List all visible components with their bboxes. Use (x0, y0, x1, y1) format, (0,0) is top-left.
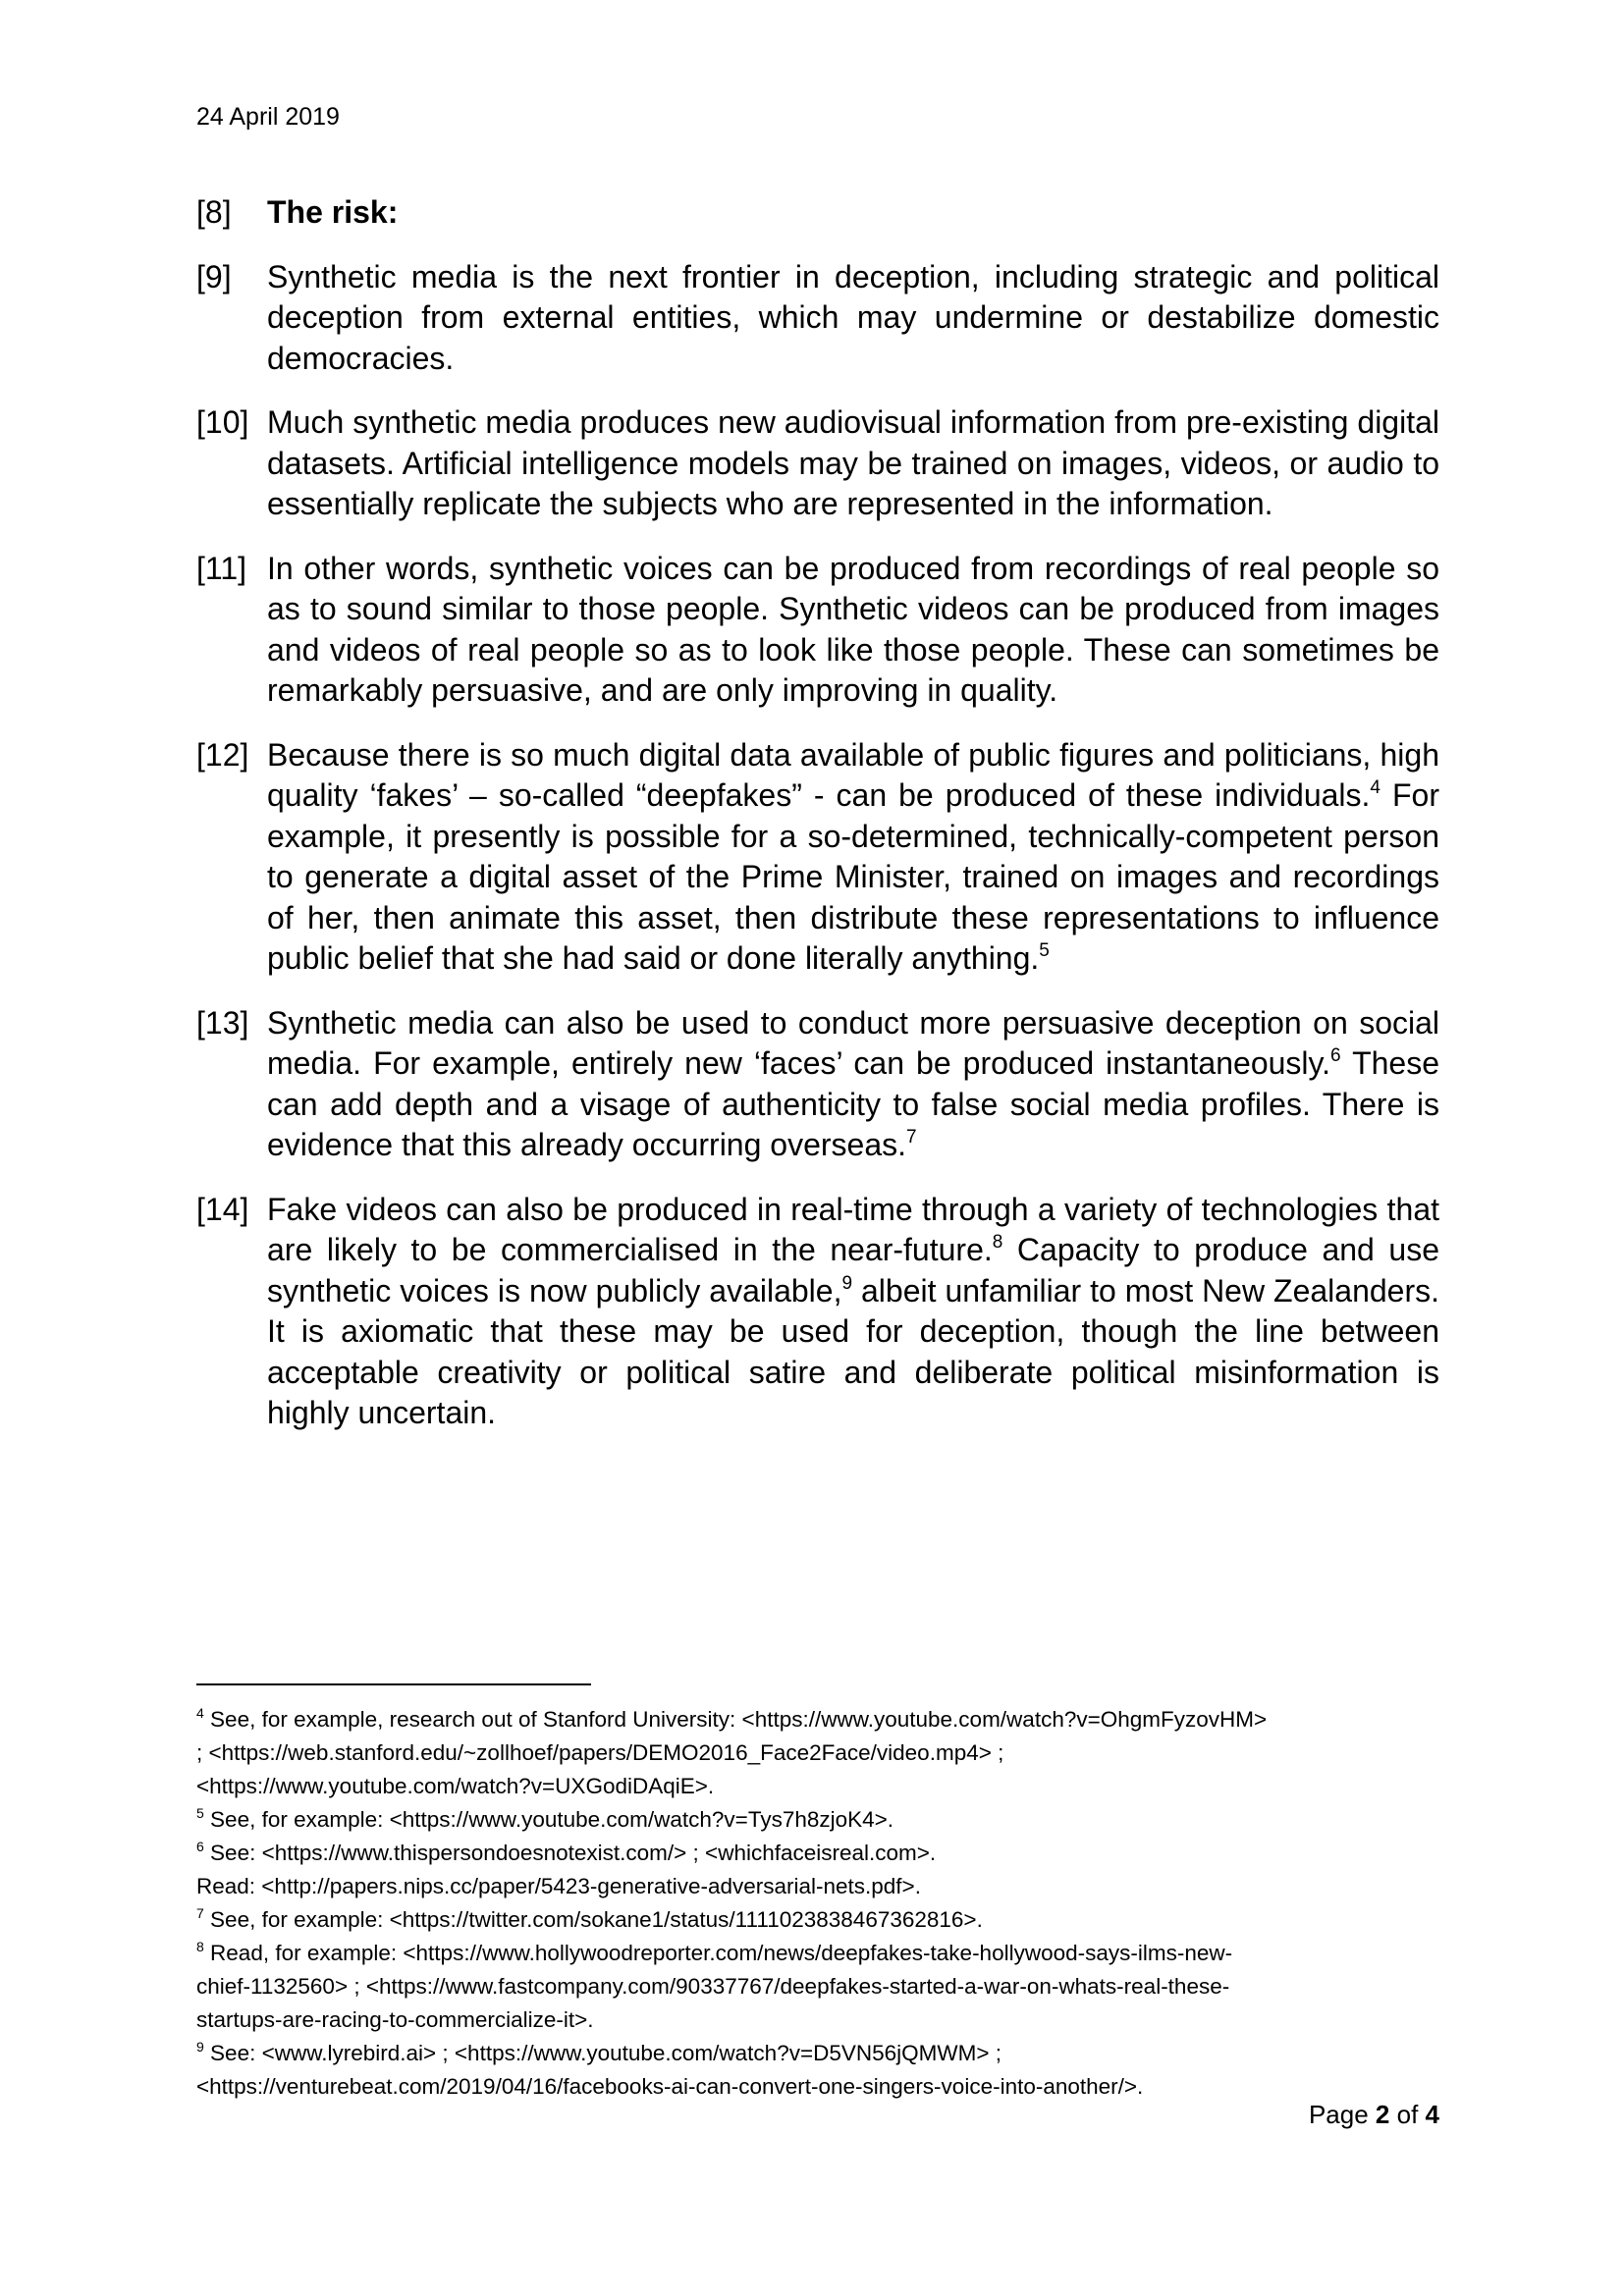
footnote-text[interactable]: See, for example: <https://www.youtube.com/watch?v=Tys7h8zjoK4>. (203, 1807, 894, 1832)
footnote-8 (196, 1937, 1441, 1970)
paragraph-text (267, 735, 1439, 980)
footnote-ref-9[interactable]: 9 (841, 1272, 853, 1294)
footnote-5 (196, 1803, 1441, 1837)
footnote-9-continued[interactable]: <https://venturebeat.com/2019/04/16/facebooks-ai-can-convert-one-singers-voice-into-another/>. (196, 2074, 1144, 2099)
footnote-4-continued[interactable]: <https://www.youtube.com/watch?v=UXGodiDAqiE>. (196, 1774, 715, 1798)
paragraph-10 (196, 402, 1439, 525)
paragraph-number: [12] (196, 736, 249, 773)
footnote-separator (196, 1683, 591, 1685)
footnote-mark: 7 (196, 1905, 204, 1921)
text-segment: These can add depth and a visage of authenticity to false social media profiles. There is evidence that this already occurring overseas. (267, 1045, 1440, 1162)
paragraph-number: [10] (196, 404, 249, 440)
page-label: Page (1308, 2100, 1376, 2129)
text-segment: For example, it presently is possible for a so-determined, technically-competent person to generate a digital asset of the Prime Minister, trained on images and recordings of her, then animate this asset, then distribute these representations to influence public belief that she had said or done literally anything. (267, 777, 1439, 976)
text-segment: Fake videos can also be produced in real-time through a variety of technologies that are likely to be commercialised in the near-future. (267, 1191, 1439, 1267)
section-heading-text: The risk: (267, 194, 399, 230)
paragraph-9 (196, 257, 1439, 380)
paragraph-number: [13] (196, 1004, 249, 1041)
total-pages: 4 (1425, 2100, 1439, 2129)
footnote-4 (196, 1703, 1441, 1736)
footnote-mark: 4 (196, 1705, 204, 1721)
footnotes (196, 1703, 1441, 2104)
footnote-text[interactable]: See, for example: <https://twitter.com/sokane1/status/1111023838467362816>. (203, 1907, 983, 1932)
paragraph-12 (196, 735, 1439, 980)
footnote-6 (196, 1837, 1441, 1870)
text-segment: albeit unfamiliar to most New Zealanders. It is axiomatic that these may be used for deception, though the line between acceptable creativity or political satire and deliberate political misinformation is highly uncertain. (267, 1272, 1440, 1430)
footnote-ref-5[interactable]: 5 (1039, 940, 1050, 961)
paragraph-13 (196, 1003, 1439, 1166)
footnote-8-continued[interactable]: startups-are-racing-to-commercialize-it>. (196, 2007, 594, 2032)
footnote-ref-8[interactable]: 8 (992, 1232, 1003, 1253)
text-segment: Synthetic media can also be used to conduct more persuasive deception on social media. For example, entirely new ‘faces’ can be produced instantaneously. (267, 1004, 1439, 1081)
footnote-text[interactable]: See: <www.lyrebird.ai> ; <https://www.youtube.com/watch?v=D5VN56jQMWM> ; (203, 2041, 1002, 2065)
current-page: 2 (1375, 2100, 1390, 2129)
footnote-mark: 9 (196, 2039, 204, 2055)
paragraph-text: In other words, synthetic voices can be produced from recordings of real people so as to sound similar to those people. Synthetic videos can be produced from images and videos of real people so as to look like those people. These can sometimes be remarkably persuasive, and are only improving in quality. (267, 550, 1439, 708)
paragraph-14 (196, 1190, 1439, 1434)
paragraph-number: [8] (196, 194, 232, 230)
footnote-mark: 8 (196, 1939, 204, 1954)
footnote-ref-6[interactable]: 6 (1330, 1045, 1341, 1066)
footnote-8-continued[interactable]: chief-1132560> ; <https://www.fastcompany.com/90337767/deepfakes-started-a-war-on-whats-real-these- (196, 1974, 1230, 1999)
footnote-text[interactable]: See, for example, research out of Stanford University: <https://www.youtube.com/watch?v=OhgmFyzovHM> (203, 1707, 1268, 1732)
paragraph-number: [9] (196, 258, 232, 294)
paragraph-text: Much synthetic media produces new audiovisual information from pre-existing digital datasets. Artificial intelligence models may be trained on images, videos, or audio to essentially replicate the subjects who are represented in the information. (267, 404, 1439, 521)
footnote-ref-7[interactable]: 7 (906, 1127, 917, 1148)
text-segment: Because there is so much digital data available of public figures and politicians, high quality ‘fakes’ – so-called “deepfakes” - can be produced of these individuals. (267, 736, 1439, 813)
document-date: 24 April 2019 (196, 103, 340, 131)
paragraph-number: [14] (196, 1191, 249, 1227)
footnote-ref-4[interactable]: 4 (1370, 777, 1380, 798)
footnote-text[interactable]: See: <https://www.thispersondoesnotexist.com/> ; <whichfaceisreal.com>. (203, 1841, 937, 1865)
text-segment: Capacity to produce and use synthetic voices is now publicly available, (267, 1232, 1440, 1308)
page-number (1309, 2098, 1439, 2131)
paragraph-number: [11] (196, 550, 246, 586)
paragraph-text (267, 1003, 1439, 1166)
footnote-mark: 6 (196, 1839, 204, 1854)
section-heading (196, 192, 1439, 234)
footnote-9 (196, 2037, 1441, 2070)
paragraph-text (267, 1190, 1439, 1434)
paragraph-11 (196, 549, 1439, 712)
footnote-6-continued[interactable]: Read: <http://papers.nips.cc/paper/5423-generative-adversarial-nets.pdf>. (196, 1874, 921, 1898)
page-of-label: of (1389, 2100, 1426, 2129)
footnote-mark: 5 (196, 1805, 204, 1821)
footnote-text[interactable]: Read, for example: <https://www.hollywoodreporter.com/news/deepfakes-take-hollywood-says-ilms-new- (203, 1941, 1233, 1965)
paragraph-text: Synthetic media is the next frontier in deception, including strategic and political deception from external entities, which may undermine or destabilize domestic democracies. (267, 258, 1439, 376)
body-text (196, 192, 1439, 1458)
footnote-7 (196, 1903, 1441, 1937)
footnote-4-continued[interactable]: ; <https://web.stanford.edu/~zollhoef/papers/DEMO2016_Face2Face/video.mp4> ; (196, 1740, 1004, 1765)
